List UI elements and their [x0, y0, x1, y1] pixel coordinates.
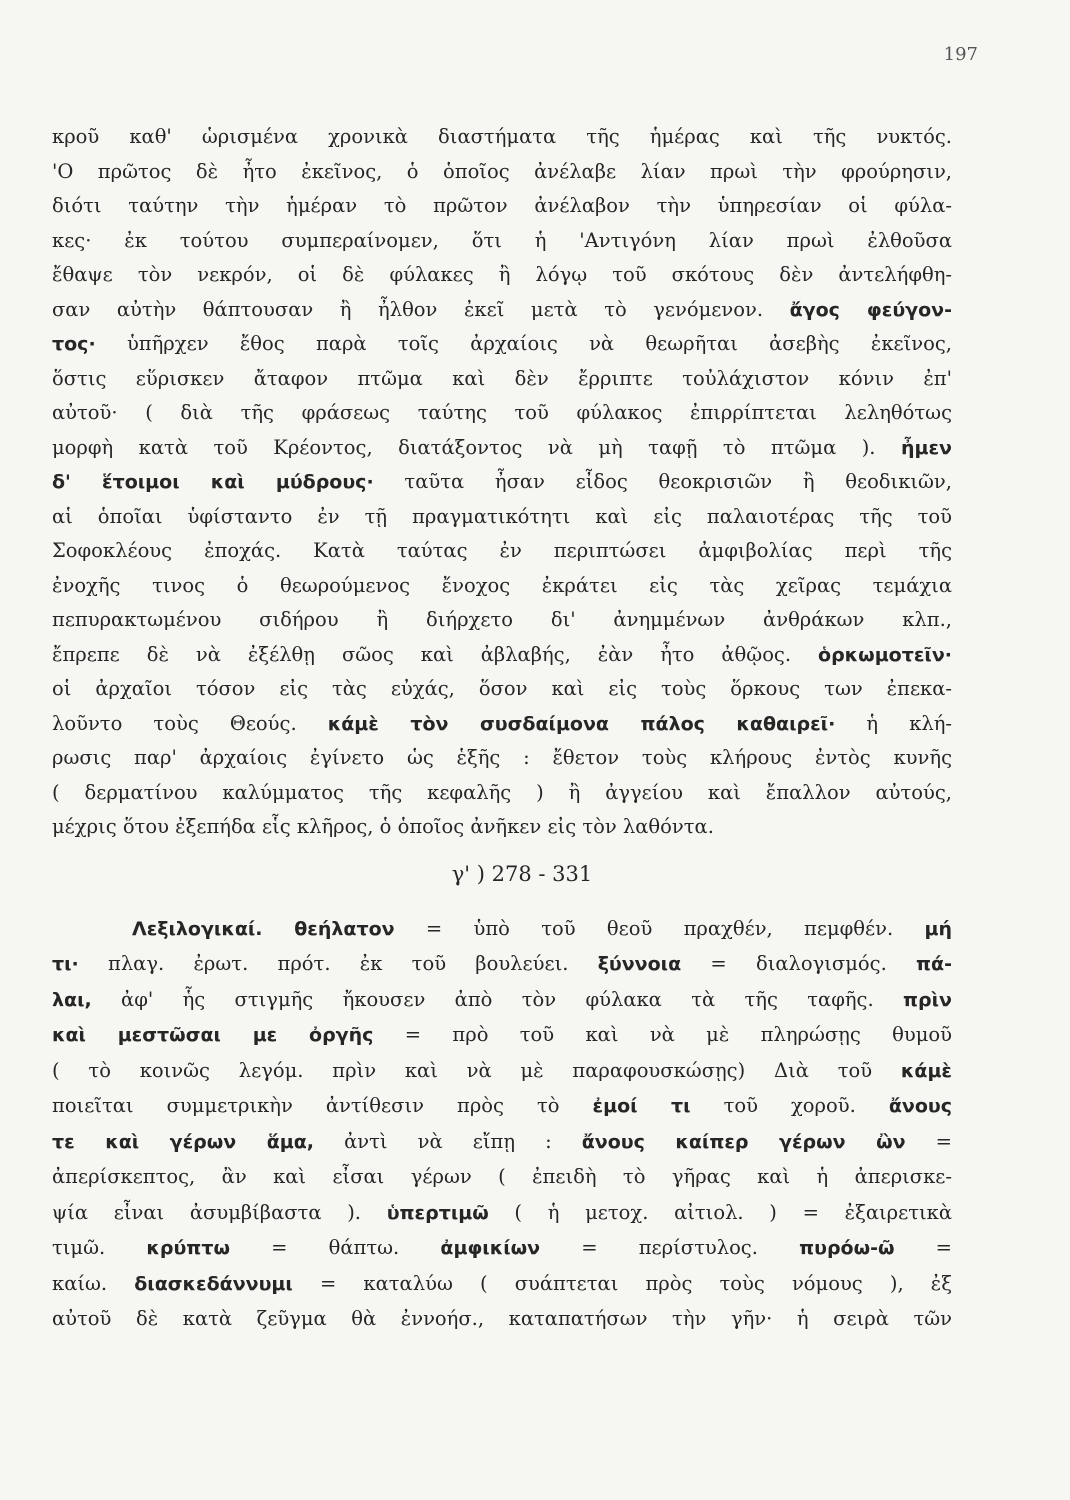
lexicon-line: καὶ μεστῶσαι με ὀργῆς = πρὸ τοῦ καὶ νὰ μὲ πληρώσῃς θυμοῦ — [52, 1023, 952, 1046]
lexicon-line: τε καὶ γέρων ἅμα, ἀντὶ νὰ εἴπῃ : ἄνους καίπερ γέρων ὢν = — [52, 1129, 952, 1153]
text-line: κες· ἐκ τούτου συμπεραίνομεν, ὅτι ἡ 'Αντιγόνη λίαν πρωὶ ἐλθοῦσα — [52, 228, 952, 252]
text-line: τος· ὑπῆρχεν ἔθος παρὰ τοῖς ἀρχαίοις νὰ θεωρῆται ἀσεβὴς ἐκεῖνος, — [52, 332, 952, 355]
text-line: ἔπρεπε δὲ νὰ ἐξέλθῃ σῶος καὶ ἀβλαβής, ἐὰν ἦτο ἀθῷος. ὁρκωμοτεῖν· — [52, 642, 952, 666]
lexicon-line: τι· πλαγ. ἐρωτ. πρότ. ἐκ τοῦ βουλεύει. ξύννοια = διαλογισμός. πά- — [52, 952, 952, 975]
text-line: αἱ ὁποῖαι ὑφίσταντο ἐν τῇ πραγματικότητι καὶ εἰς παλαιοτέρας τῆς τοῦ — [52, 504, 952, 528]
text-line: σαν αὐτὴν θάπτουσαν ἢ ἦλθον ἐκεῖ μετὰ τὸ γενόμενον. ἄγος φεύγον- — [52, 297, 952, 321]
text-line: διότι ταύτην τὴν ἡμέραν τὸ πρῶτον ἀνέλαβον τὴν ὑπηρεσίαν οἱ φύλα- — [52, 194, 952, 217]
lexicon-line: ψία εἶναι ἀσυμβίβαστα ). ὑπερτιμῶ ( ἡ μετοχ. αἰτιολ. ) = ἐξαιρετικὰ — [52, 1200, 952, 1224]
text-line: ( δερματίνου καλύμματος τῆς κεφαλῆς ) ἢ ἀγγείου καὶ ἔπαλλον αὐτούς, — [52, 780, 952, 804]
bold-term: ἦμεν — [900, 436, 952, 459]
lexicon-line: λαι, ἀφ' ἧς στιγμῆς ἤκουσεν ἀπὸ τὸν φύλακα τὰ τῆς ταφῆς. πρὶν — [52, 987, 952, 1011]
lexicon-line: τιμῶ. κρύπτω = θάπτω. ἀμφικίων = περίστυλος. πυρόω-ῶ = — [52, 1236, 953, 1259]
text-line: ρωσις παρ' ἀρχαίοις ἐγίνετο ὡς ἑξῆς : ἔθετον τοὺς κλήρους ἐντὸς κυνῆς — [52, 746, 952, 769]
lexicon-line: καίω. διασκεδάννυμι = καταλύω ( συάπτεται πρὸς τοὺς νόμους ), ἐξ — [52, 1271, 952, 1295]
text-line: 'Ο πρῶτος δὲ ἦτο ἐκεῖνος, ὁ ὁποῖος ἀνέλαβε λίαν πρωὶ τὴν φρούρησιν, — [52, 159, 952, 183]
text-line: πεπυρακτωμένου σιδήρου ἢ διήρχετο δι' ἀνημμένων ἀνθράκων κλπ., — [52, 608, 952, 631]
text-line: οἱ ἀρχαῖοι τόσον εἰς τὰς εὐχάς, ὅσον καὶ εἰς τοὺς ὅρκους των ἐπεκα- — [52, 677, 952, 700]
bold-term: ἄγος φεύγον- — [789, 298, 952, 321]
text-line: Σοφοκλέους ἐποχάς. Κατὰ ταύτας ἐν περιπτώσει ἀμφιβολίας περὶ τῆς — [52, 539, 952, 562]
text-line: μορφὴ κατὰ τοῦ Κρέοντος, διατάξοντος νὰ μὴ ταφῇ τὸ πτῶμα ). ἦμεν — [52, 435, 952, 459]
text-line: ἔθαψε τὸν νεκρόν, οἱ δὲ φύλακες ἢ λόγῳ τοῦ σκότους δὲν ἀντελήφθη- — [52, 263, 952, 286]
lexicon-line: ποιεῖται συμμετρικὴν ἀντίθεσιν πρὸς τὸ ἐμοί τι τοῦ χοροῦ. ἄνους — [52, 1094, 952, 1117]
text-line: μέχρις ὅτου ἐξεπήδα εἷς κλῆρος, ὁ ὁποῖος ἀνῆκεν εἰς τὸν λαθόντα. — [52, 815, 714, 838]
bold-term: δ' ἕτοιμοι καὶ μύδρους· — [52, 471, 374, 493]
text-line: αὐτοῦ· ( διὰ τῆς φράσεως ταύτης τοῦ φύλακος ἐπιρρίπτεται λεληθότως — [52, 401, 952, 424]
lexicon-section — [52, 911, 952, 1337]
page-number: 197 — [943, 44, 978, 65]
lexicon-line: Λεξιλογικαί. θεήλατον = ὑπὸ τοῦ θεοῦ πραχθέν, πεμφθέν. μή — [132, 916, 952, 940]
text-line: λοῦντο τοὺς Θεούς. κάμὲ τὸν συσδαίμονα πάλος καθαιρεῖ· ἡ κλή- — [52, 711, 953, 735]
bold-term: κάμὲ τὸν συσδαίμονα πάλος καθαιρεῖ· — [327, 712, 836, 735]
bold-term: τος· — [52, 333, 96, 355]
lexicon-line: αὐτοῦ δὲ κατὰ ζεῦγμα θὰ ἐννοήσ., καταπατήσων τὴν γῆν· ἡ σειρὰ τῶν — [52, 1307, 952, 1330]
lexicon-line: ( τὸ κοινῶς λεγόμ. πρὶν καὶ νὰ μὲ παραφουσκώσῃς) Διὰ τοῦ κάμὲ — [52, 1058, 952, 1082]
commentary-text — [52, 120, 952, 1337]
lexicon-line: ἀπερίσκεπτος, ἂν καὶ εἶσαι γέρων ( ἐπειδὴ τὸ γῆρας καὶ ἡ ἀπερισκε- — [52, 1165, 952, 1188]
text-line: δ' ἕτοιμοι καὶ μύδρους· ταῦτα ἦσαν εἶδος θεοκρισιῶν ἢ θεοδικιῶν, — [52, 470, 952, 493]
text-line: ὅστις εὕρισκεν ἄταφον πτῶμα καὶ δὲν ἔρριπτε τοὐλάχιστον κόνιν ἐπ' — [52, 366, 952, 390]
text-line: ἐνοχῆς τινος ὁ θεωρούμενος ἔνοχος ἐκράτει εἰς τὰς χεῖρας τεμάχια — [52, 573, 952, 597]
bold-term: ὁρκωμοτεῖν· — [818, 643, 952, 666]
section-heading: γ' ) 278 - 331 — [451, 861, 593, 886]
text-line: κροῦ καθ' ὡρισμένα χρονικὰ διαστήματα τῆς ἡμέρας καὶ τῆς νυκτός. — [52, 125, 952, 148]
